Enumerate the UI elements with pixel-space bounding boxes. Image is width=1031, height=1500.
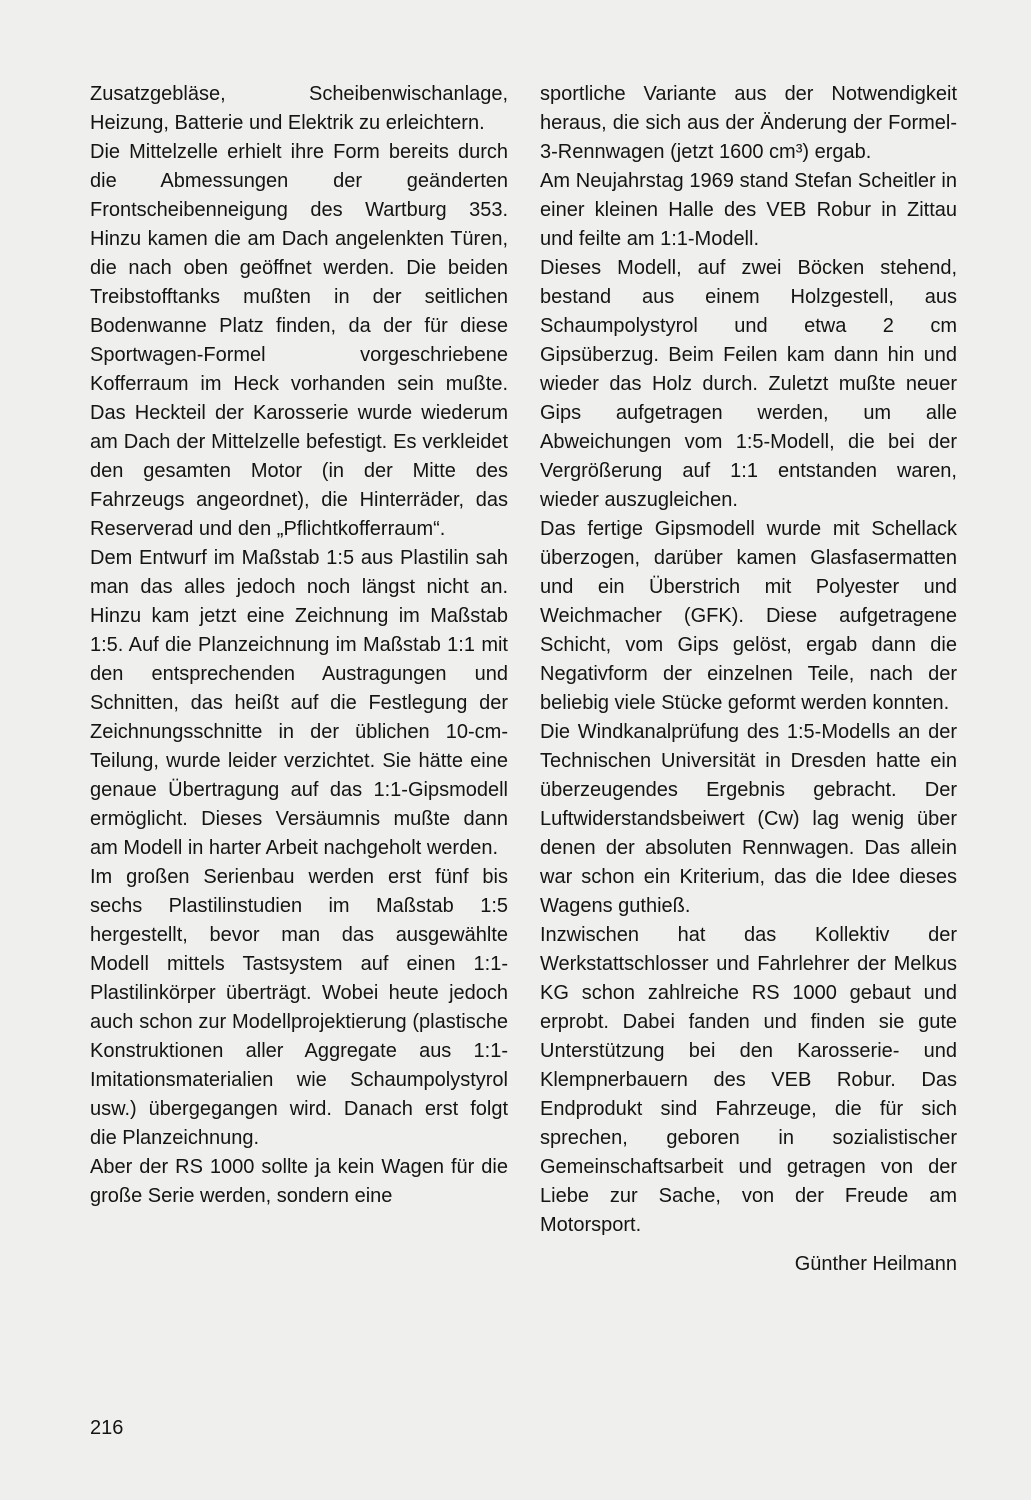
page-number: 216 [90, 1417, 124, 1439]
paragraph: Zusatzgebläse, Scheibenwischanlage, Heizung, Batterie und Elektrik zu erleichtern. [90, 83, 508, 134]
paragraph: Dem Entwurf im Maßstab 1:5 aus Plastilin sah man das alles jedoch noch längst nicht an. Hinzu kam jetzt eine Zeichnung im Maßstab 1:5. Auf die Planzeichnung im Maßstab 1:1 mit den entsprechenden Austragungen und Schnitten, das heißt auf die Festlegung der Zeichnungsschnitte in der üblichen 10-cm-Teilung, wurde leider verzichtet. Sie hätte eine genaue Übertragung auf das 1:1-Gipsmodell ermöglicht. Dieses Versäumnis mußte dann am Modell in harter Arbeit nachgeholt werden. [90, 547, 508, 859]
paragraph: Dieses Modell, auf zwei Böcken stehend, bestand aus einem Holzgestell, aus Schaumpolystyrol und etwa 2 cm Gipsüberzug. Beim Feilen kam dann hin und wieder das Holz durch. Zuletzt mußte neuer Gips aufgetragen werden, um alle Abweichungen vom 1:5-Modell, die bei der Vergrößerung auf 1:1 entstanden waren, wieder auszugleichen. [540, 257, 957, 511]
paragraph: Aber der RS 1000 sollte ja kein Wagen für die große Serie werden, sondern eine [90, 1156, 508, 1207]
paragraph: Inzwischen hat das Kollektiv der Werkstattschlosser und Fahrlehrer der Melkus KG schon zahlreiche RS 1000 gebaut und erprobt. Dabei fanden und finden sie gute Unterstützung bei den Karosserie- und Klempnerbauern des VEB Robur. Das Endprodukt sind Fahrzeuge, die für sich sprechen, geboren in sozialistischer Gemeinschaftsarbeit und getragen von der Liebe zur Sache, von der Freude am Motorsport. [540, 924, 957, 1236]
paragraph: Die Windkanalprüfung des 1:5-Modells an der Technischen Universität in Dresden hatte ein überzeugendes Ergebnis gebracht. Der Luftwiderstandsbeiwert (Cw) lag wenig über denen der absoluten Rennwagen. Das allein war schon ein Kriterium, das die Idee dieses Wagens guthieß. [540, 721, 957, 917]
paragraph: Das fertige Gipsmodell wurde mit Schellack überzogen, darüber kamen Glasfasermatten und ein Überstrich mit Polyester und Weichmacher (GFK). Diese aufgetragene Schicht, vom Gips gelöst, ergab dann die Negativform der einzelnen Teile, nach der beliebig viele Stücke geformt werden konnten. [540, 518, 957, 714]
paragraph: Am Neujahrstag 1969 stand Stefan Scheitler in einer kleinen Halle des VEB Robur in Zittau und feilte am 1:1-Modell. [540, 170, 957, 250]
right-text-column [540, 80, 957, 1279]
paragraph: sportliche Variante aus der Notwendigkeit heraus, die sich aus der Änderung der Formel-3-Rennwagen (jetzt 1600 cm³) ergab. [540, 83, 957, 163]
paragraph: Die Mittelzelle erhielt ihre Form bereits durch die Abmessungen der geänderten Frontscheibenneigung des Wartburg 353. Hinzu kamen die am Dach angelenkten Türen, die nach oben geöffnet werden. Die beiden Treibstofftanks mußten in der seitlichen Bodenwanne Platz finden, da der für diese Sportwagen-Formel vorgeschriebene Kofferraum im Heck vorhanden sein mußte. Das Heckteil der Karosserie wurde wiederum am Dach der Mittelzelle befestigt. Es verkleidet den gesamten Motor (in der Mitte des Fahrzeugs angeordnet), die Hinterräder, das Reserverad und den „Pflichtkofferraum“. [90, 141, 508, 540]
left-text-column [90, 80, 508, 1211]
author-signature: Günther Heilmann [794, 1253, 957, 1275]
paragraph: Im großen Serienbau werden erst fünf bis sechs Plastilinstudien im Maßstab 1:5 hergestellt, bevor man das ausgewählte Modell mittels Tastsystem auf einen 1:1-Plastilinkörper überträgt. Wobei heute jedoch auch schon zur Modellprojektierung (plastische Konstruktionen aller Aggregate aus 1:1-Imitationsmaterialien wie Schaumpolystyrol usw.) übergegangen wird. Danach erst folgt die Planzeichnung. [90, 866, 508, 1149]
